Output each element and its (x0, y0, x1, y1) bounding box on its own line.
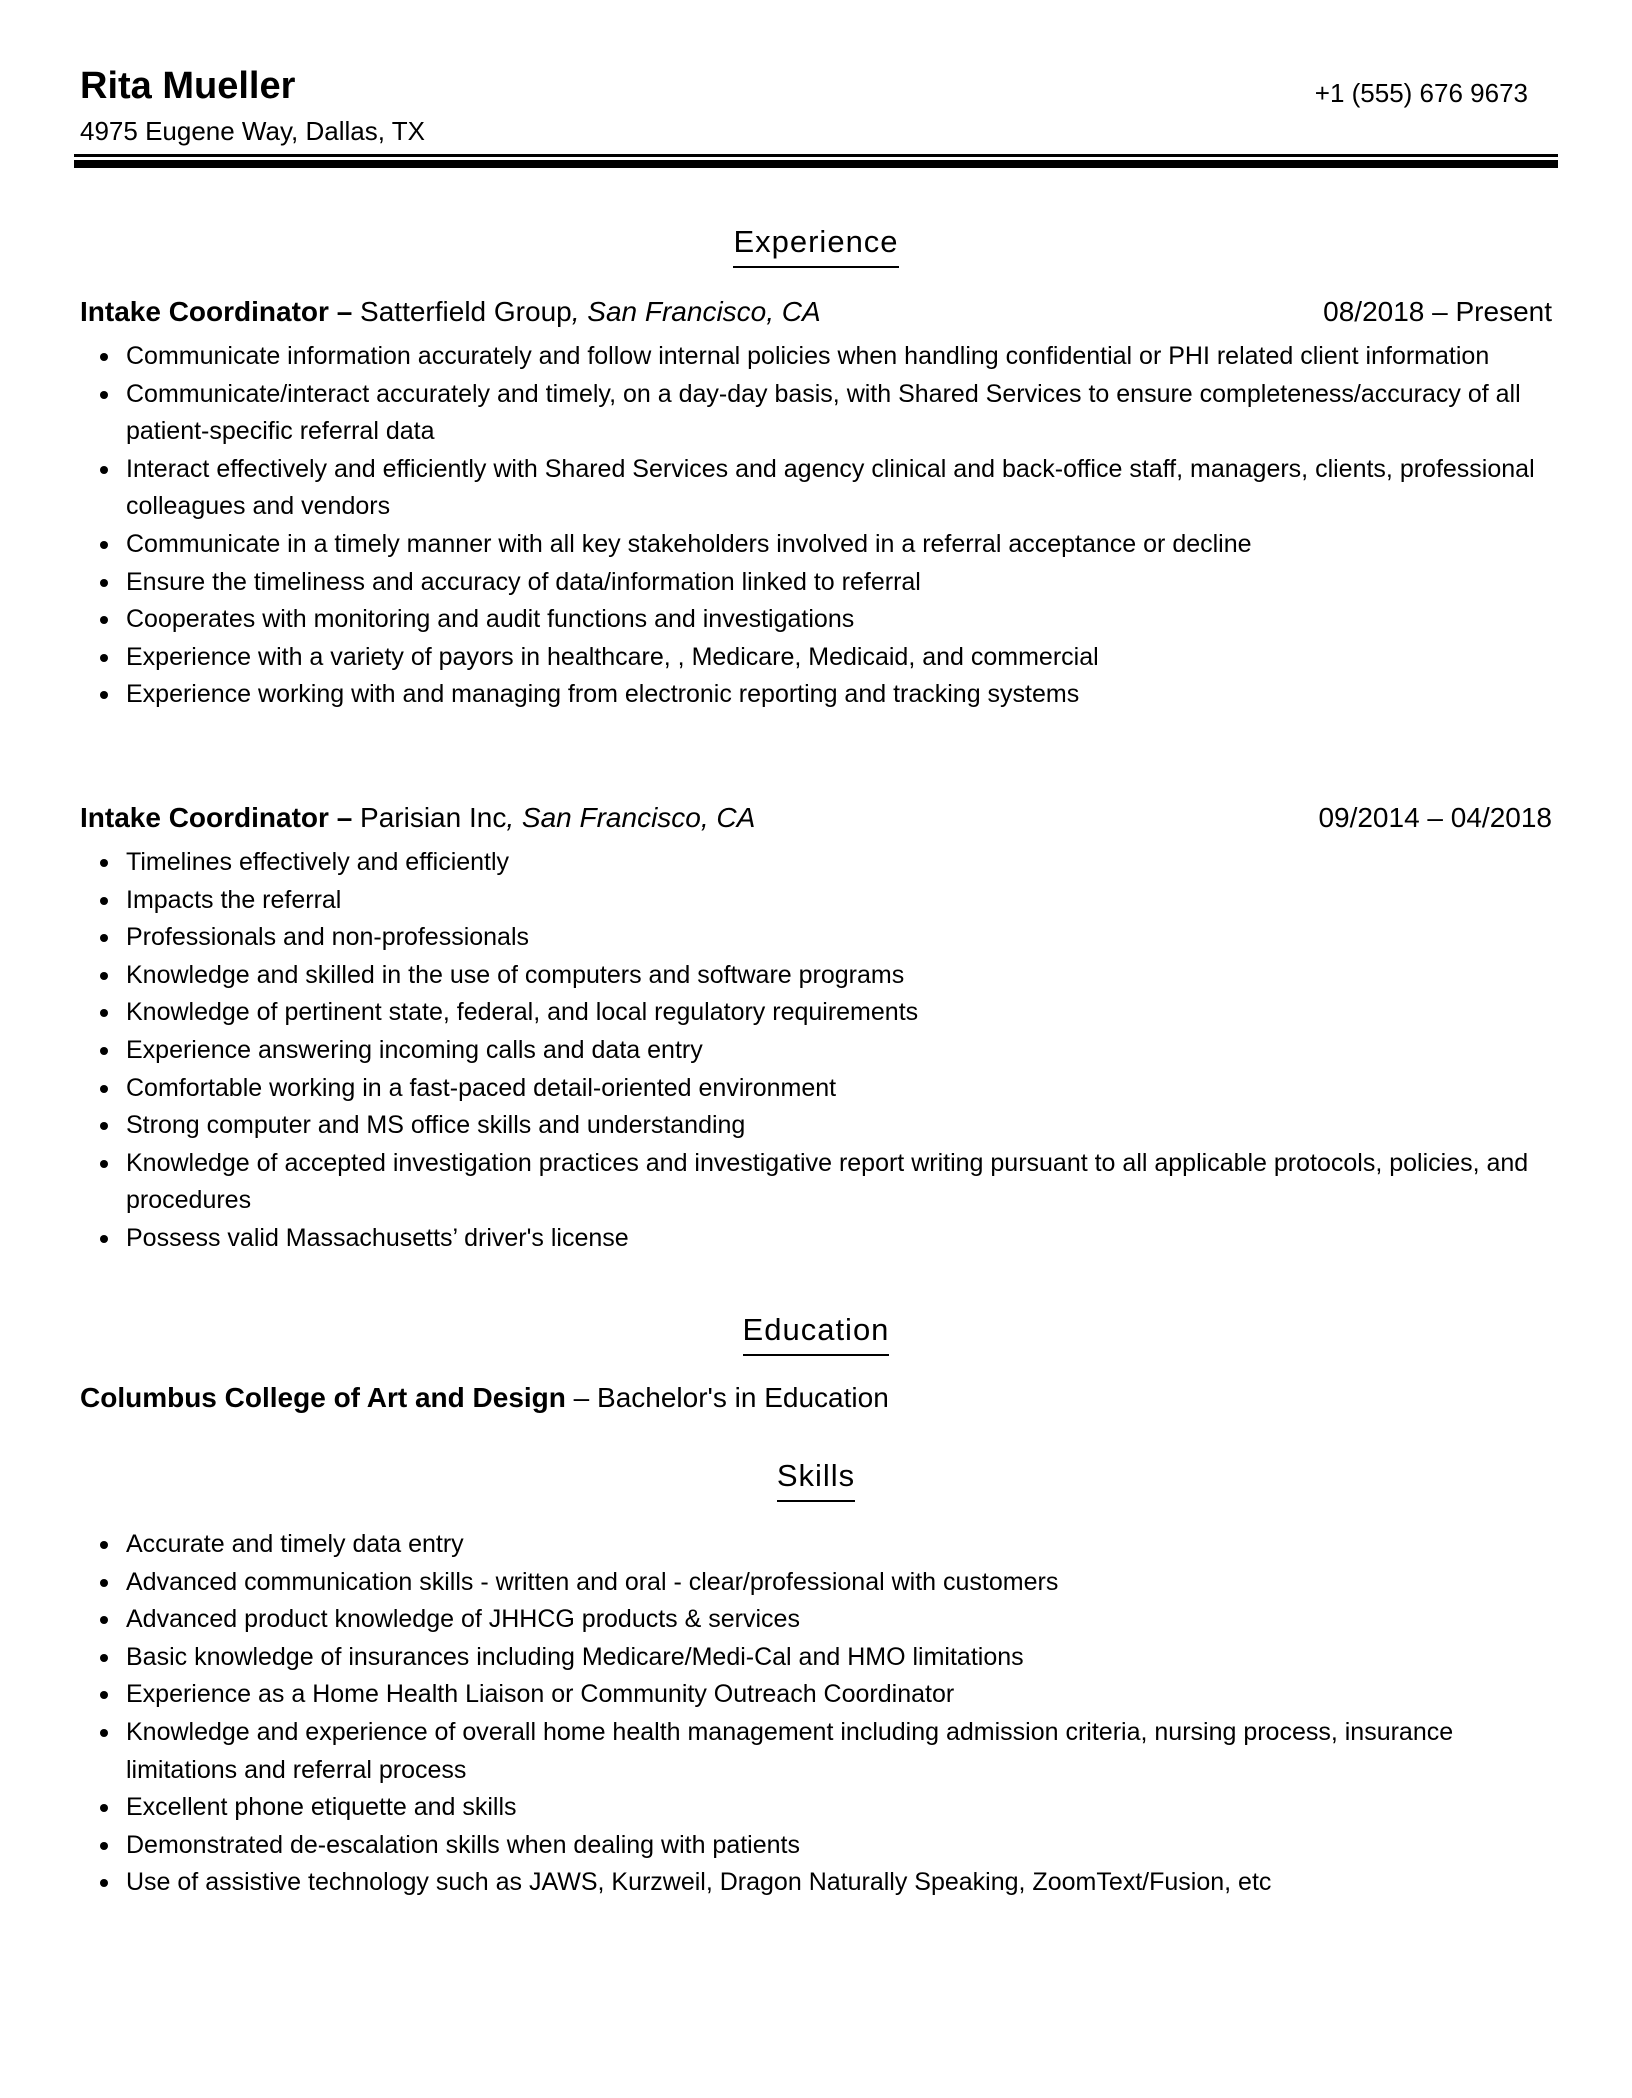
job-location: , San Francisco, CA (506, 802, 756, 833)
section-title-text: Education (743, 1310, 890, 1356)
list-item: Experience answering incoming calls and data entry (80, 1032, 1540, 1070)
job-company: Parisian Inc (352, 802, 507, 833)
section-title-education (80, 1310, 1552, 1356)
list-item: Cooperates with monitoring and audit functions and investigations (80, 601, 1540, 639)
header-divider-thick (74, 160, 1558, 168)
list-item: Strong computer and MS office skills and understanding (80, 1107, 1540, 1145)
list-item: Interact effectively and efficiently with Shared Services and agency clinical and back-office staff, managers, clients, professional colleagues and vendors (80, 451, 1540, 526)
list-item: Experience as a Home Health Liaison or Community Outreach Coordinator (80, 1676, 1540, 1714)
job-dates: 09/2014 – 04/2018 (1318, 802, 1552, 833)
list-item: Basic knowledge of insurances including Medicare/Medi-Cal and HMO limitations (80, 1639, 1540, 1677)
list-item: Use of assistive technology such as JAWS, Kurzweil, Dragon Naturally Speaking, ZoomText/Fusion, etc (80, 1864, 1540, 1902)
list-item: Advanced product knowledge of JHHCG products & services (80, 1601, 1540, 1639)
list-item: Impacts the referral (80, 882, 1540, 920)
education-separator: – (565, 1382, 598, 1413)
list-item: Knowledge and experience of overall home health management including admission criteria, nursing process, insurance limitations and referral process (80, 1714, 1540, 1789)
job-title: Intake Coordinator – (80, 802, 353, 833)
education-degree: Bachelor's in Education (597, 1382, 889, 1413)
candidate-phone: +1 (555) 676 9673 (1314, 78, 1528, 108)
list-item: Experience working with and managing from electronic reporting and tracking systems (80, 676, 1540, 714)
list-item: Communicate information accurately and follow internal policies when handling confidential or PHI related client information (80, 338, 1540, 376)
education-school: Columbus College of Art and Design (80, 1382, 566, 1413)
list-item: Possess valid Massachusetts’ driver's license (80, 1220, 1540, 1258)
list-item: Communicate/interact accurately and timely, on a day-day basis, with Shared Services to ensure completeness/accuracy of all patient-specific referral data (80, 376, 1540, 451)
list-item: Demonstrated de-escalation skills when dealing with patients (80, 1827, 1540, 1865)
list-item: Professionals and non-professionals (80, 919, 1540, 957)
section-title-text: Skills (777, 1456, 855, 1502)
education-entry (80, 1380, 889, 1416)
list-item: Accurate and timely data entry (80, 1526, 1540, 1564)
candidate-name: Rita Mueller (80, 65, 296, 107)
section-title-skills (80, 1456, 1552, 1502)
job-header (80, 294, 1552, 330)
job-bullets (80, 844, 1540, 1258)
resume-header (80, 62, 1552, 162)
list-item: Knowledge and skilled in the use of computers and software programs (80, 957, 1540, 995)
job-company: Satterfield Group (352, 296, 572, 327)
section-title-experience (80, 222, 1552, 268)
section-title-text: Experience (733, 222, 898, 268)
candidate-address: 4975 Eugene Way, Dallas, TX (80, 116, 425, 146)
job-dates: 08/2018 – Present (1323, 296, 1552, 327)
job-title: Intake Coordinator – (80, 296, 353, 327)
list-item: Comfortable working in a fast-paced detail-oriented environment (80, 1070, 1540, 1108)
list-item: Communicate in a timely manner with all key stakeholders involved in a referral acceptance or decline (80, 526, 1540, 564)
job-bullets (80, 338, 1540, 714)
list-item: Knowledge of accepted investigation practices and investigative report writing pursuant to all applicable protocols, policies, and procedures (80, 1145, 1540, 1220)
skills-list (80, 1526, 1540, 1902)
list-item: Knowledge of pertinent state, federal, and local regulatory requirements (80, 994, 1540, 1032)
list-item: Excellent phone etiquette and skills (80, 1789, 1540, 1827)
list-item: Ensure the timeliness and accuracy of data/information linked to referral (80, 564, 1540, 602)
header-divider-thin (74, 154, 1558, 157)
job-location: , San Francisco, CA (571, 296, 821, 327)
job-header (80, 800, 1552, 836)
list-item: Advanced communication skills - written and oral - clear/professional with customers (80, 1564, 1540, 1602)
list-item: Experience with a variety of payors in healthcare, , Medicare, Medicaid, and commercial (80, 639, 1540, 677)
list-item: Timelines effectively and efficiently (80, 844, 1540, 882)
